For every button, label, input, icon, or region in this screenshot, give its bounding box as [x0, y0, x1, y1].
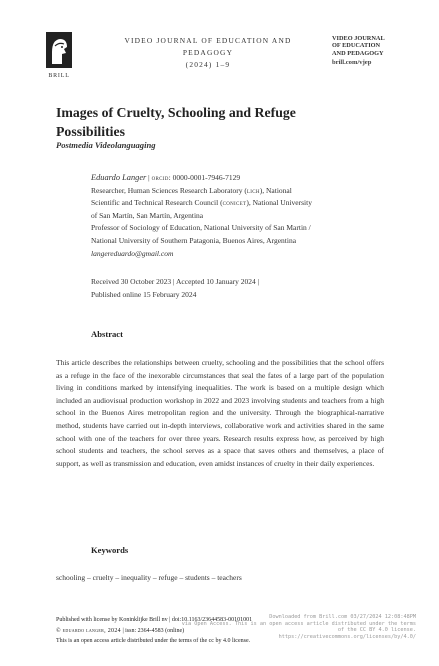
- stamp-line: Downloaded from Brill.com 03/27/2024 12:08:48PM: [269, 614, 416, 620]
- journal-header: [104, 35, 312, 71]
- journal-wordmark: [332, 35, 412, 67]
- brill-logo-icon: [44, 30, 74, 76]
- abstract-text: This article describes the relationships between cruelty, schooling and the possibilities that the school offers as a refuge in the face of the inexorable circumstances that seal the fates of a large part of the population living in conditions marked by intensifying inequalities. The work is based on a multiple design which included an audiovisual production workshop in 2022 and 2023 involving students and teachers from a high school in the Buenos Aires metropolitan region and the university. Through the biographical-narrative method, students have carried out in-depth interviews, collaborative work and activities shared in the same school with one of the teachers for over three years. Research results express how, as perceived by high school students and teachers, the school serves as a space that saves others and themselves, a place of support, as well as transmission and education, even amidst instances of cruelty in their daily experiences.: [56, 358, 384, 468]
- journal-url-link[interactable]: brill.com/vjep: [332, 59, 372, 67]
- journal-wordmark-line: VIDEO JOURNAL: [332, 35, 385, 42]
- affiliation-line: Scientific and Technical Research Council (conicet), National University: [91, 198, 312, 208]
- journal-wordmark-line: AND PEDAGOGY: [332, 49, 384, 57]
- publication-dates: [91, 276, 391, 301]
- affiliation-line: National University of Southern Patagonia, Buenos Aires, Argentina: [91, 235, 297, 245]
- journal-name: VIDEO JOURNAL OF EDUCATION AND PEDAGOGY: [124, 36, 292, 57]
- author-block: Eduardo Langer | orcid: 0000-0001-7946-7129 Researcher, Human Sciences Research Laboratory (lich), National Scientific and Technical Research Council (conicet), National University of San Martín, San Martín, Argentina Professor of Sociology of Education, National University of San Martin / National University of Southern Patagonia, Buenos Aires, Argentina langereduardo@gmail.com: [91, 172, 391, 260]
- dates-line: Received 30 October 2023 | Accepted 10 January 2024 |: [91, 277, 260, 286]
- footer-line: © eduardo langer, 2024 | issn: 2364-4583 (online): [56, 627, 185, 634]
- orcid-label: orcid: [151, 173, 169, 182]
- orcid-link[interactable]: : 0000-0001-7946-7129: [168, 173, 241, 182]
- article-title-line: Possibilities: [56, 124, 125, 139]
- stamp-license-link[interactable]: https://creativecommons.org/licenses/by/4.0/: [278, 633, 416, 640]
- abstract-heading: Abstract: [91, 329, 123, 339]
- keywords-text: schooling – cruelty – inequality – refuge – students – teachers: [56, 573, 242, 582]
- download-stamp: [140, 614, 416, 640]
- stamp-line: of the CC BY 4.0 license.: [337, 627, 416, 634]
- keywords-heading: Keywords: [91, 545, 129, 555]
- stamp-line: via Open Access. This is an open access article distributed under the terms: [181, 620, 416, 627]
- publisher-logo-text: BRILL: [48, 73, 70, 79]
- journal-wordmark-line: OF EDUCATION: [332, 42, 381, 50]
- dates-line: Published online 15 February 2024: [91, 289, 197, 299]
- journal-issue: (2024) 1–9: [185, 60, 231, 69]
- article-title-line: Images of Cruelty, Schooling and Refuge: [56, 105, 296, 120]
- author-name: Eduardo Langer: [91, 173, 147, 182]
- footer-line: Published with license by Koninklijke Brill nv | doi:10.1163/23644583-00101001: [56, 617, 253, 623]
- article-title: [56, 103, 356, 141]
- affiliation-line: Professor of Sociology of Education, National University of San Martin /: [91, 223, 311, 233]
- article-subtitle: Postmedia Videolanguaging: [56, 140, 156, 150]
- footer-line: This is an open access article distributed under the terms of the cc by 4.0 license.: [56, 638, 251, 645]
- affiliation-line: of San Martín, San Martín, Argentina: [91, 210, 204, 220]
- author-email-link[interactable]: langereduardo@gmail.com: [91, 248, 174, 258]
- affiliation-line: Researcher, Human Sciences Research Laboratory (lich), National: [91, 185, 292, 195]
